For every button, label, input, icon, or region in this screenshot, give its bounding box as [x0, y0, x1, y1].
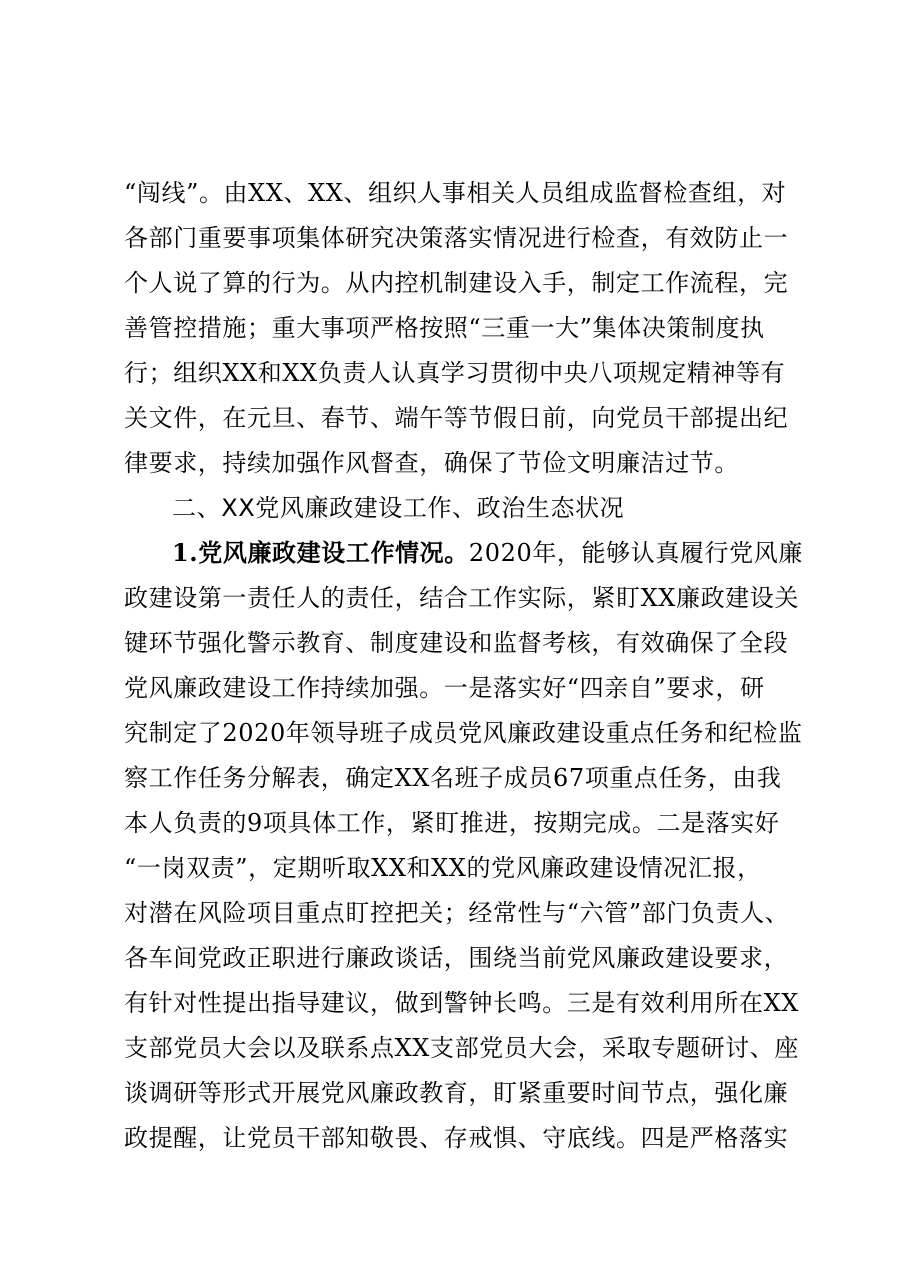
- paragraph-line: 善管控措施；重大事项严格按照“三重一大”集体决策制度执: [124, 314, 765, 342]
- paragraph-line: 政建设第一责任人的责任，结合工作实际，紧盯XX廉政建设关: [124, 584, 799, 612]
- paragraph-line: 个人说了算的行为。从内控机制建设入手，制定工作流程，完: [124, 269, 789, 297]
- paragraph-line: 行；组织XX和XX负责人认真学习贯彻中央八项规定精神等有: [124, 359, 786, 387]
- section-heading: 二、XX党风廉政建设工作、政治生态状况: [172, 494, 625, 522]
- paragraph-line: “闯线”。由XX、XX、组织人事相关人员组成监督检查组，对: [124, 179, 787, 207]
- paragraph-line: 谈调研等形式开展党风廉政教育，盯紧重要时间节点，强化廉: [124, 1079, 789, 1107]
- paragraph-line: 本人负责的9项具体工作，紧盯推进，按期完成。二是落实好: [124, 809, 780, 837]
- paragraph-line: 政提醒，让党员干部知敬畏、存戒惧、守底线。四是严格落实: [124, 1124, 789, 1152]
- paragraph-line: 关文件，在元旦、春节、端午等节假日前，向党员干部提出纪: [124, 404, 789, 432]
- paragraph-line: 各部门重要事项集体研究决策落实情况进行检查，有效防止一: [124, 224, 789, 252]
- paragraph-line: 对潜在风险项目重点盯控把关；经常性与“六管”部门负责人、: [124, 899, 790, 927]
- subsection-title: 1.党风廉政建设工作情况。: [172, 538, 469, 567]
- paragraph-line: 究制定了2020年领导班子成员党风廉政建设重点任务和纪检监: [124, 719, 803, 747]
- paragraph-line-rest: 2020年，能够认真履行党风廉: [468, 539, 803, 567]
- paragraph-line: 各车间党政正职进行廉政谈话，围绕当前党风廉政建设要求，: [124, 944, 789, 972]
- paragraph-line: 有针对性提出指导建议，做到警钟长鸣。三是有效利用所在XX: [124, 989, 799, 1017]
- subsection-first-line: [172, 533, 802, 573]
- paragraph-line: 律要求，持续加强作风督查，确保了节俭文明廉洁过节。: [124, 449, 739, 477]
- paragraph-line: 党风廉政建设工作持续加强。一是落实好“四亲自”要求，研: [124, 674, 765, 702]
- paragraph-line: 察工作任务分解表，确定XX名班子成员67项重点任务，由我: [124, 764, 782, 792]
- paragraph-line: 键环节强化警示教育、制度建设和监督考核，有效确保了全段: [124, 629, 789, 657]
- paragraph-line: “一岗双责”，定期听取XX和XX的党风廉政建设情况汇报，: [124, 854, 762, 882]
- paragraph-line: 支部党员大会以及联系点XX支部党员大会，采取专题研讨、座: [124, 1034, 799, 1062]
